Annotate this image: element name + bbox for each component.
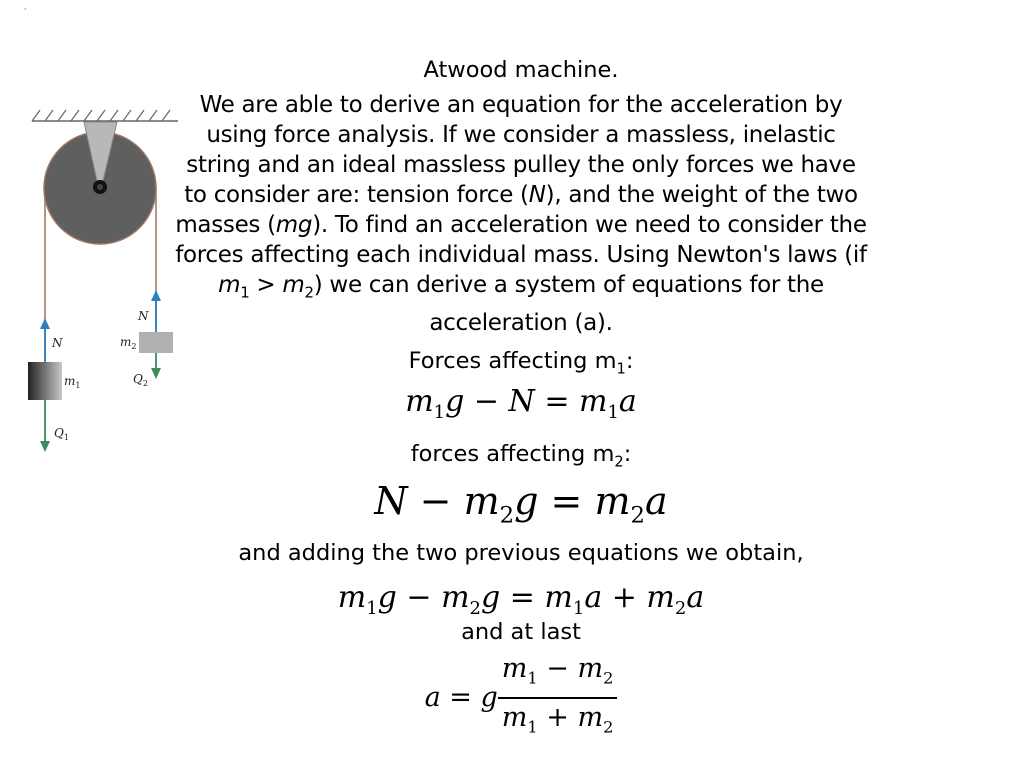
intro-paragraph: We are able to derive an equation for the acceleration by using force analysis. If we consider a massless, inelastic string and an ideal massless pulley the only forces we have to consider are: tension force (N), and the weight of the two masses (mg). To find an acceleration we need to consider the forces affecting each individual mass. Using Newton's laws (if $m_1 > m_2$) we can derive a system of equations for the acceleration (a). <box>175 92 867 336</box>
label-q1: $Q_1$ <box>54 426 69 442</box>
label-q2: $Q_2$ <box>133 372 148 388</box>
equation-sum: $m_1g - m_2g = m_1a + m_2a$ <box>337 580 705 620</box>
at-last-text: and at last <box>461 619 581 646</box>
label-n-right: N <box>138 309 149 323</box>
main-content <box>175 55 867 746</box>
label-m2: $m_2$ <box>120 335 137 351</box>
equation-m2: $N - m_2g = m_2a$ <box>374 478 668 529</box>
page-title: Atwood machine. <box>423 57 619 83</box>
label-n-left: N <box>52 336 63 350</box>
forces-m2-label: forces affecting $m_2$: <box>410 441 632 471</box>
atwood-diagram <box>0 0 200 470</box>
mass-m2 <box>139 332 173 353</box>
equation-acceleration: a = g $\frac{m_1 - m_2}{m_1 + m_2}$ <box>175 651 867 746</box>
corner-mark: , <box>24 2 27 11</box>
label-m1: $m_1$ <box>64 374 81 390</box>
mass-m1 <box>28 362 62 400</box>
ceiling-hatching <box>32 110 170 121</box>
forces-m1-label: Forces affecting $m_1$: <box>408 347 634 378</box>
adding-text: and adding the two previous equations we obtain, <box>238 540 804 567</box>
equation-m1: $m_1g - N = m_1a$ <box>405 384 637 424</box>
